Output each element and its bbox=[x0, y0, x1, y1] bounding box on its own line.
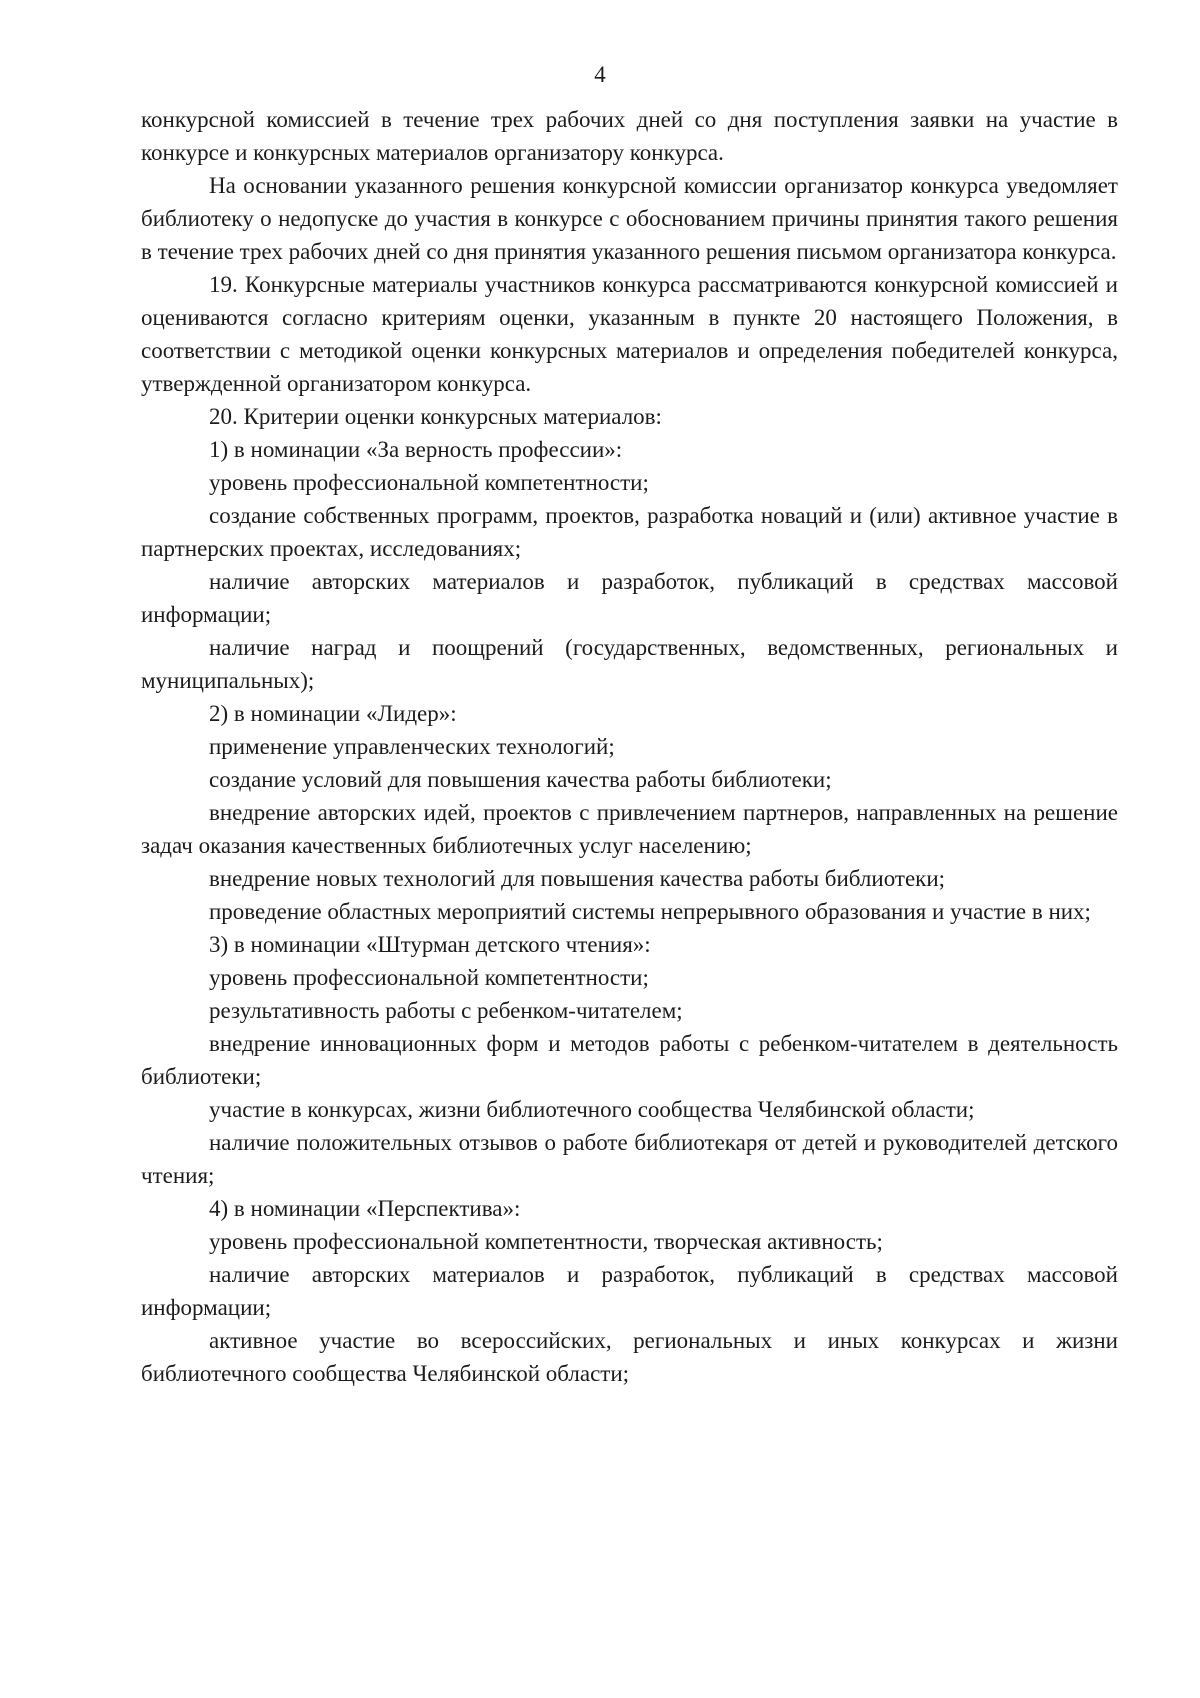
nomination-heading-2: 2) в номинации «Лидер»: bbox=[209, 701, 457, 726]
criterion-item: уровень профессиональной компетентности; bbox=[209, 470, 649, 495]
nomination-heading-4: 4) в номинации «Перспектива»: bbox=[209, 1196, 521, 1221]
criterion-item: внедрение новых технологий для повышения качества работы библиотеки; bbox=[209, 866, 946, 891]
criterion-item: создание условий для повышения качества работы библиотеки; bbox=[209, 767, 832, 792]
criterion-item: наличие положительных отзывов о работе библиотекаря от детей и руководителей детского чтения; bbox=[141, 1130, 1118, 1188]
nomination-heading-3: 3) в номинации «Штурман детского чтения»: bbox=[209, 932, 651, 957]
criterion-item: результативность работы с ребенком-читателем; bbox=[209, 998, 683, 1023]
criterion-item: наличие авторских материалов и разработок, публикаций в средствах массовой информации; bbox=[141, 1262, 1118, 1320]
criterion-item: активное участие во всероссийских, региональных и иных конкурсах и жизни библиотечного сообщества Челябинской области; bbox=[141, 1328, 1118, 1386]
criterion-item: внедрение авторских идей, проектов с привлечением партнеров, направленных на решение задач оказания качественных библиотечных услуг населению; bbox=[141, 800, 1118, 858]
criterion-item: проведение областных мероприятий системы непрерывного образования и участие в них; bbox=[209, 899, 1091, 924]
criterion-item: наличие наград и поощрений (государственных, ведомственных, региональных и муниципальных); bbox=[141, 635, 1118, 693]
criterion-item: уровень профессиональной компетентности, творческая активность; bbox=[209, 1229, 883, 1254]
page-number: 4 bbox=[594, 62, 606, 87]
paragraph-item-19: 19. Конкурсные материалы участников конкурса рассматриваются конкурсной комиссией и оцениваются согласно критериям оценки, указанным в пункте 20 настоящего Положения, в соответствии с методикой оценки конкурсных материалов и определения победителей конкурса, утвержденной организатором конкурса. bbox=[141, 272, 1118, 396]
criterion-item: создание собственных программ, проектов, разработка новаций и (или) активное участие в партнерских проектах, исследованиях; bbox=[141, 503, 1118, 561]
paragraph-continuation: конкурсной комиссией в течение трех рабочих дней со дня поступления заявки на участие в конкурсе и конкурсных материалов организатору конкурса. bbox=[141, 107, 1118, 165]
paragraph-item-20-heading: 20. Критерии оценки конкурсных материалов: bbox=[209, 404, 662, 429]
criterion-item: участие в конкурсах, жизни библиотечного сообщества Челябинской области; bbox=[209, 1097, 975, 1122]
criterion-item: уровень профессиональной компетентности; bbox=[209, 965, 649, 990]
criterion-item: наличие авторских материалов и разработок, публикаций в средствах массовой информации; bbox=[141, 569, 1118, 627]
nomination-heading-1: 1) в номинации «За верность профессии»: bbox=[209, 437, 623, 462]
paragraph-notification: На основании указанного решения конкурсной комиссии организатор конкурса уведомляет библиотеку о недопуске до участия в конкурсе с обоснованием причины принятия такого решения в течение трех рабочих дней со дня принятия указанного решения письмом организатора конкурса. bbox=[141, 173, 1118, 264]
criterion-item: применение управленческих технологий; bbox=[209, 734, 615, 759]
criterion-item: внедрение инновационных форм и методов работы с ребенком-читателем в деятельность библиотеки; bbox=[141, 1031, 1118, 1089]
document-body bbox=[141, 103, 1118, 1390]
